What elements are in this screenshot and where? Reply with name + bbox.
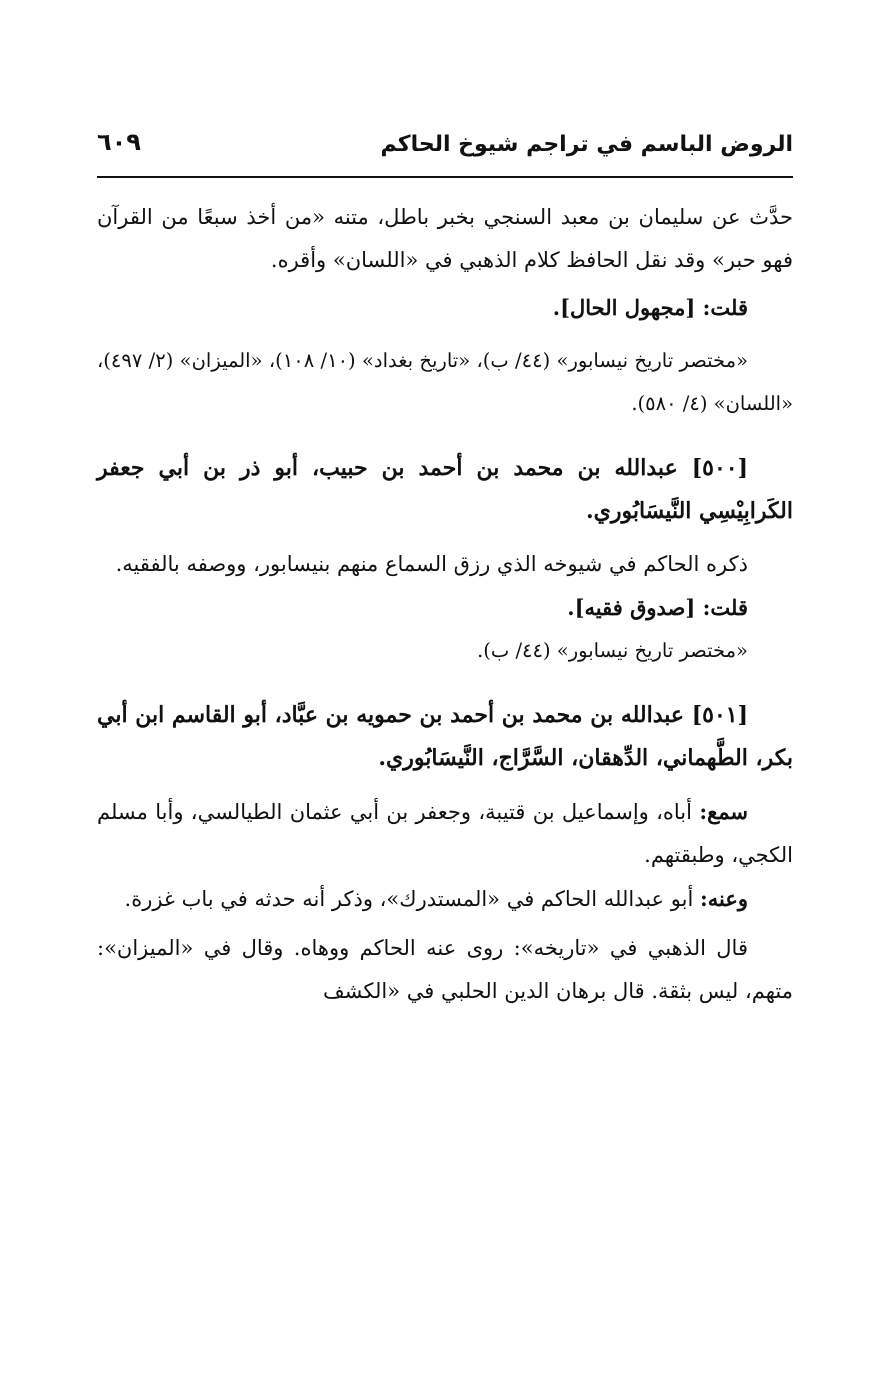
entry-501-narrators (97, 877, 793, 921)
paragraph-hadith (97, 196, 793, 282)
hadith-line-1: حدَّث عن سليمان بن معبد السنجي بخبر باطل، متنه «من أخذ سبعًا من (161, 205, 793, 229)
entry-500-heading: [٥٠٠] عبدالله بن محمد بن أحمد بن حبيب، أبو ذر بن أبي جعفر الكَرابِيْسِي النَّيسَابُوري. (97, 455, 793, 524)
verdict-majhul: قلت: [مجهول الحال]. (552, 295, 748, 320)
narrators-text: أبو عبدالله الحاكم في «المستدرك»، وذكر أنه حدثه في باب غزرة. (124, 887, 700, 911)
entry-500-text: ذكره الحاكم في شيوخه الذي رزق السماع منهم بنيسابور، ووصفه بالفقيه. (115, 552, 748, 576)
entry-501-dhahabi: قال الذهبي في «تاريخه»: روى عنه الحاكم ووهاه. وقال في «الميزان»: متهم، ليس بثقة. قال برهان الدين الحلبي في «الكشف (97, 936, 793, 1003)
entry-501-heard (97, 790, 793, 877)
running-title: الروض الباسم في تراجم شيوخ الحاكم (380, 132, 793, 157)
sources-entry-499: «مختصر تاريخ نيسابور» (٤٤/ ب)، «تاريخ بغداد» (١٠/ ١٠٨)، «الميزان» (٢/ ٤٩٧)، «اللسان» (٤/ ٥٨٠). (97, 349, 793, 415)
entry-500-verdict: قلت: [صدوق فقيه]. (567, 595, 748, 620)
entry-500-sources: «مختصر تاريخ نيسابور» (٤٤/ ب). (477, 639, 748, 662)
page-header (97, 128, 793, 172)
heard-text: أباه، وإسماعيل بن قتيبة، وجعفر بن أبي عثمان الطيالسي، وأبا مسلم الكجي، وطبقتهم. (97, 800, 793, 867)
hadith-line-2: القرآن فهو حبر» وقد نقل الحافظ كلام الذهبي في «اللسان» وأقره. (97, 205, 793, 272)
narrators-label: وعنه: (699, 886, 748, 911)
entry-501-heading: [٥٠١] عبدالله بن محمد بن أحمد بن حمويه بن عبَّاد، أبو القاسم ابن أبي بكر، الطَّهماني، الدِّهقان، السَّرَّاج، النَّيسَابُوري. (97, 702, 793, 771)
heard-label: سمع: (699, 799, 748, 824)
page-number: ٦٠٩ (97, 128, 141, 156)
header-rule (97, 176, 793, 178)
body-text (97, 196, 793, 1013)
